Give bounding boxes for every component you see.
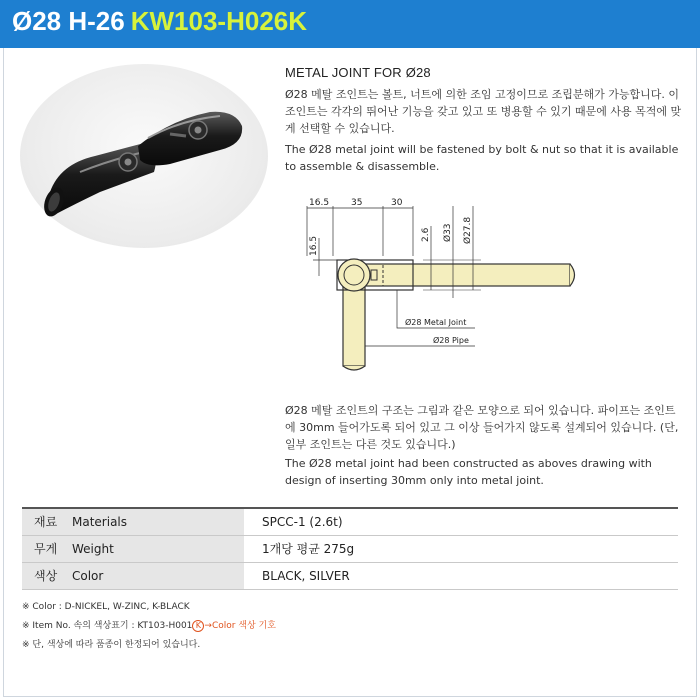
color-code-mark: K bbox=[192, 620, 204, 632]
note-color-symbol: →Color 색상 기호 bbox=[204, 621, 276, 631]
spec-label-kr: 재료 bbox=[34, 515, 58, 530]
spec-label bbox=[22, 535, 244, 562]
label-metal-joint: Ø28 Metal Joint bbox=[405, 318, 467, 327]
dim-30: 30 bbox=[391, 198, 403, 208]
spec-table bbox=[22, 507, 678, 590]
spec-value: 1개당 평균 275g bbox=[244, 535, 678, 562]
note-item-number bbox=[22, 617, 276, 636]
spec-label bbox=[22, 508, 244, 535]
spec-value: BLACK, SILVER bbox=[244, 562, 678, 589]
dimension-diagram bbox=[285, 186, 680, 396]
footnotes bbox=[22, 598, 276, 655]
structure-korean-text: Ø28 메탈 조인트의 구조는 그림과 같은 모양으로 되어 있습니다. 파이프는 조인트에 30mm 들어가도록 되어 있고 그 이상 들어가지 않도록 설계되어 있습니다. (단, 일부 조인트는 다른 것도 있습니다.) bbox=[285, 404, 679, 451]
intro-korean-text: Ø28 메탈 조인트는 볼트, 너트에 의한 조임 고정이므로 조립분해가 가능합니다. 이 조인트는 각각의 뛰어난 기능을 갖고 있고 또 병용할 수 있기 때문에 사용 목적에 맞게 선택할 수 있습니다. bbox=[285, 88, 682, 135]
spec-label-en: Weight bbox=[72, 542, 114, 556]
dim-2-6: 2.6 bbox=[421, 227, 431, 242]
note-item-prefix: ※ Item No. 속의 색상표기 : KT103-H001 bbox=[22, 621, 193, 631]
intro-english-text: The Ø28 metal joint will be fastened by bolt & nut so that it is available to assemble & disassemble. bbox=[285, 143, 679, 173]
spec-row-color bbox=[22, 562, 678, 589]
section-title: METAL JOINT FOR Ø28 bbox=[285, 65, 431, 80]
dim-16-5-left: 16.5 bbox=[309, 235, 319, 256]
structure-english-text: The Ø28 metal joint had been constructed as aboves drawing with design of inserting 30mm only into metal joint. bbox=[285, 457, 652, 487]
dim-27-8: Ø27.8 bbox=[463, 216, 473, 244]
metal-joint-image bbox=[20, 64, 268, 248]
spec-row-weight bbox=[22, 535, 678, 562]
spec-label-en: Materials bbox=[72, 515, 128, 530]
label-pipe: Ø28 Pipe bbox=[433, 336, 469, 345]
spec-value: SPCC-1 (2.6t) bbox=[244, 508, 678, 535]
spec-label bbox=[22, 562, 244, 589]
page-header bbox=[0, 0, 700, 48]
note-limitation: ※ 단, 색상에 따라 품종이 한정되어 있습니다. bbox=[22, 640, 201, 650]
spec-label-en: Color bbox=[72, 569, 104, 583]
spec-label-kr: 무게 bbox=[34, 542, 58, 556]
product-photo bbox=[20, 64, 268, 248]
dim-35: 35 bbox=[351, 198, 363, 208]
model-name: Ø28 H-26 bbox=[12, 6, 125, 36]
dim-33: Ø33 bbox=[443, 223, 453, 242]
product-code: KW103-H026K bbox=[130, 6, 308, 36]
technical-drawing bbox=[285, 186, 680, 396]
product-title bbox=[12, 6, 307, 37]
note-color-codes: ※ Color : D-NICKEL, W-ZINC, K-BLACK bbox=[22, 602, 190, 612]
spec-label-kr: 색상 bbox=[34, 569, 58, 583]
spec-row-materials bbox=[22, 508, 678, 535]
dim-16-5-top: 16.5 bbox=[309, 198, 330, 208]
